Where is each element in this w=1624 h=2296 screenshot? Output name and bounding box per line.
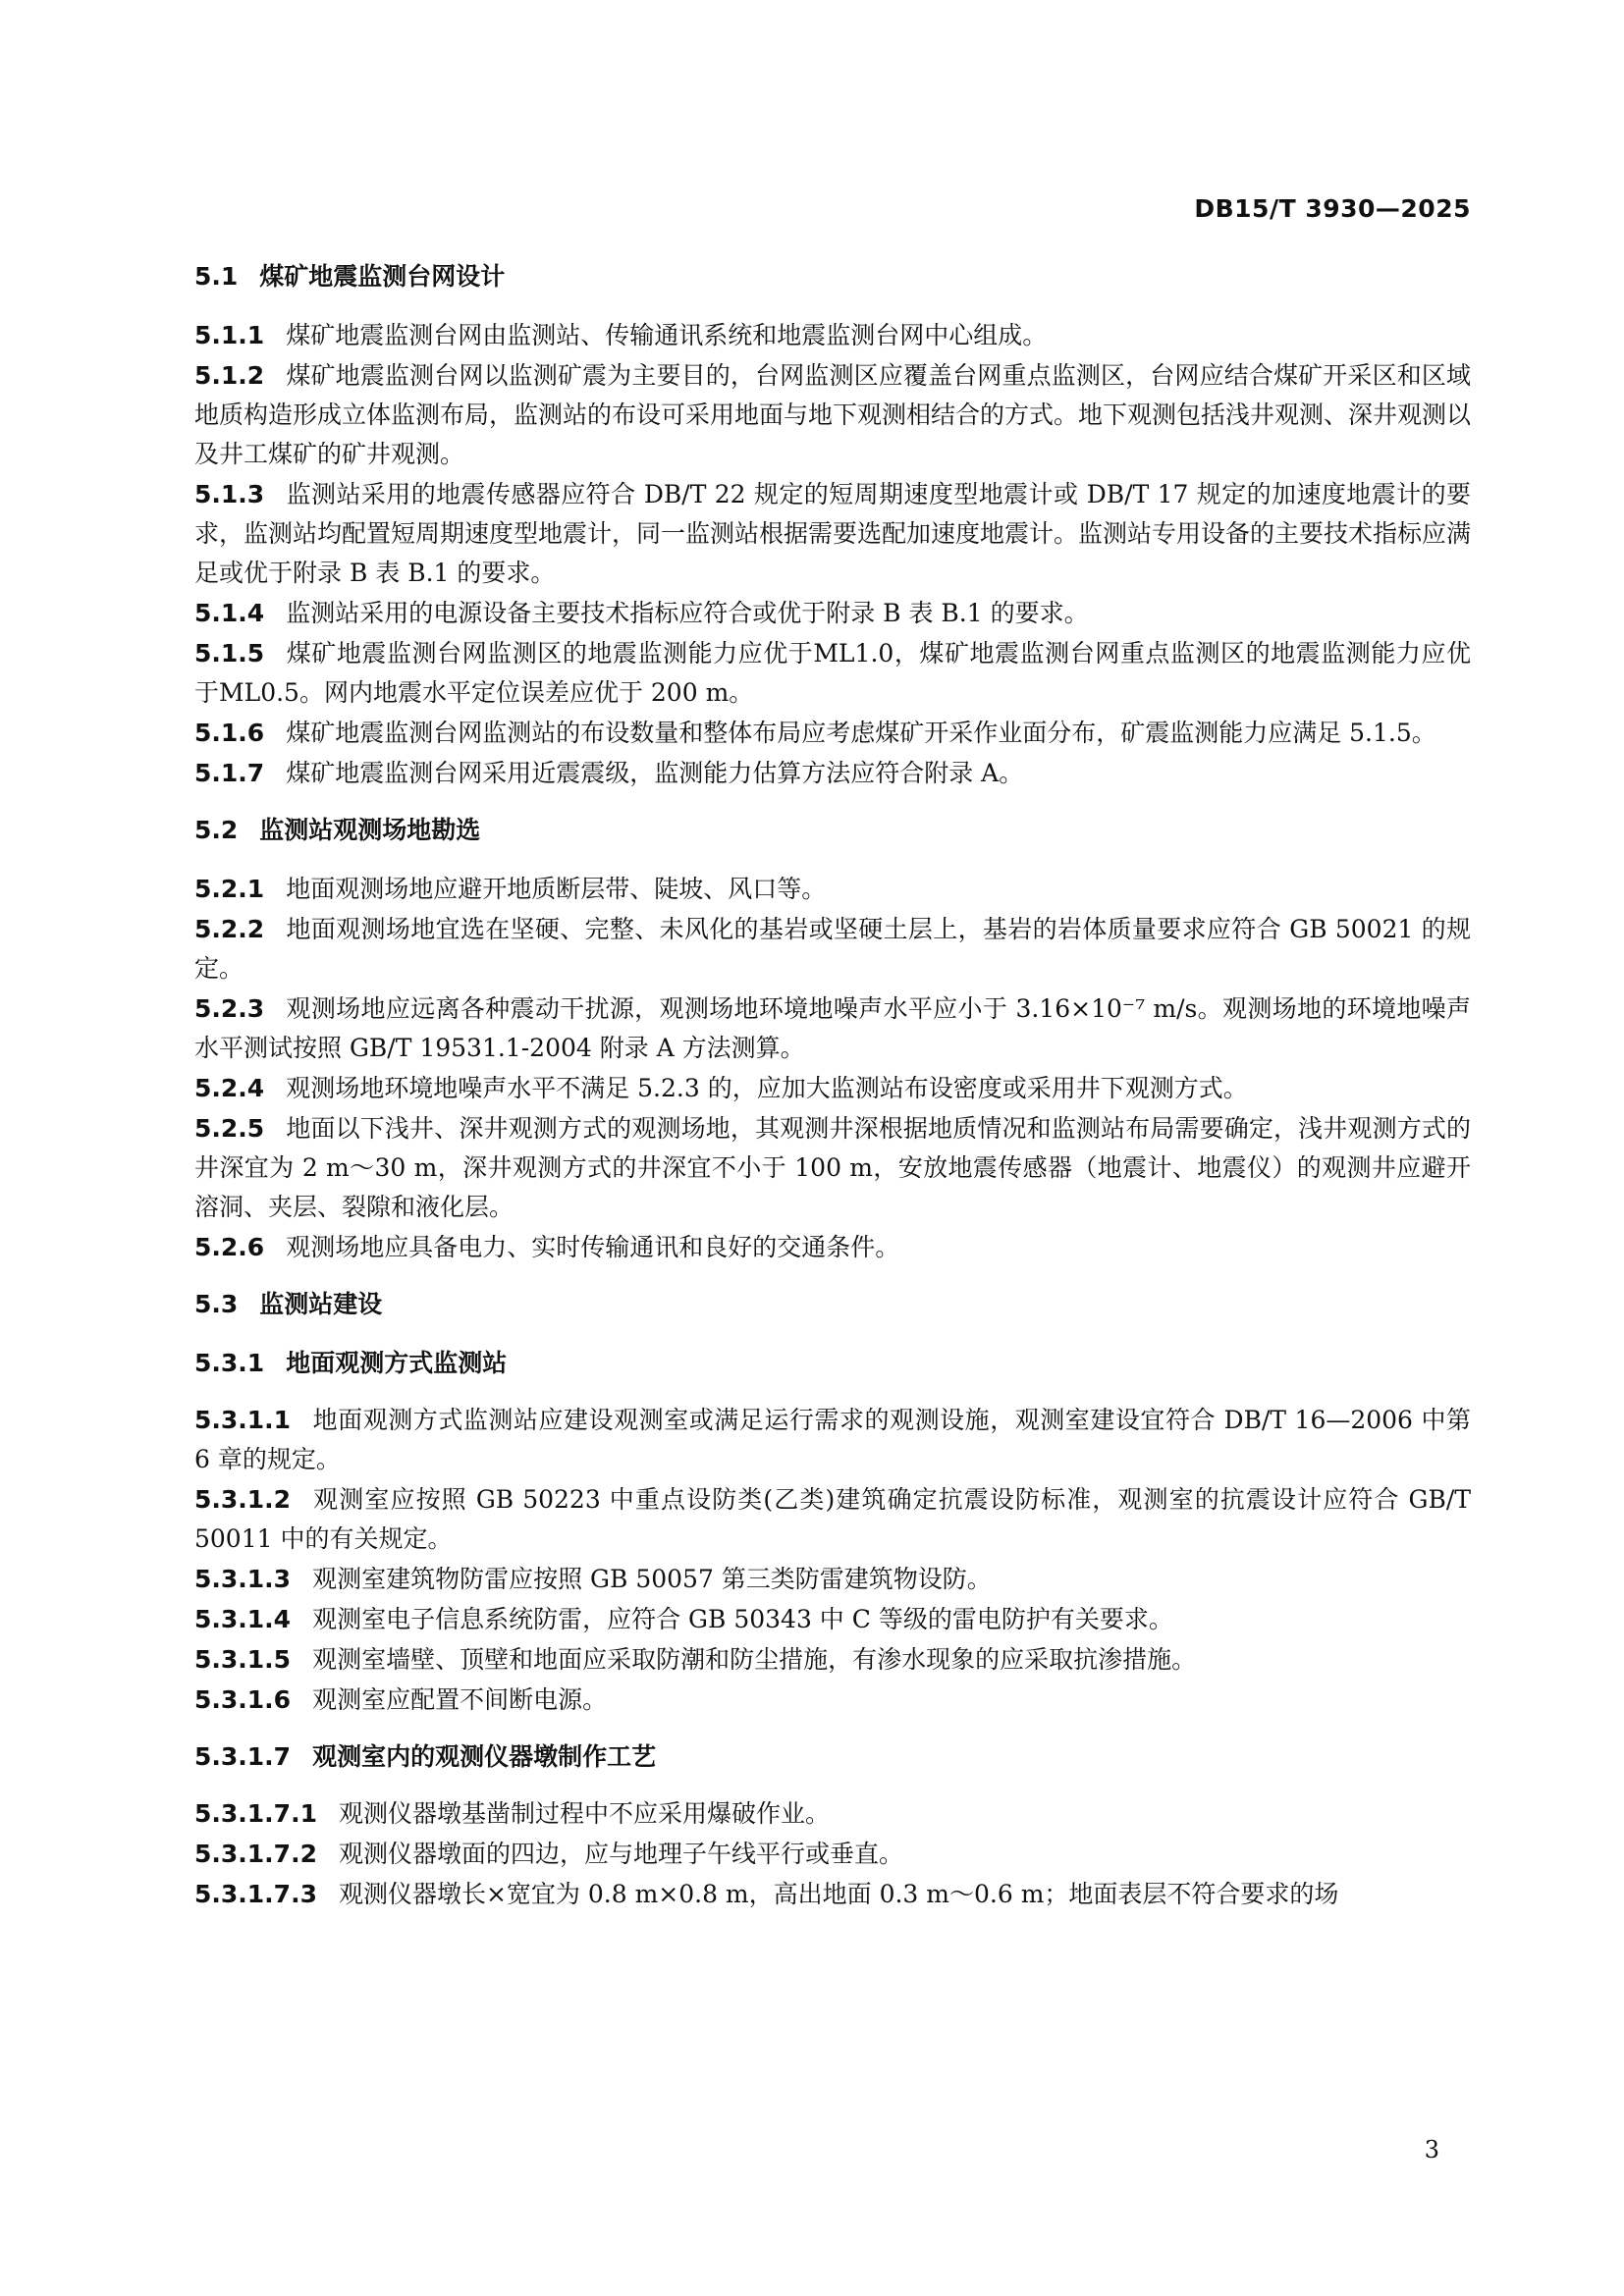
clause-number: 5.3.1.1 — [194, 1406, 292, 1434]
document-code: DB15/T 3930—2025 — [1194, 194, 1471, 223]
clause — [194, 1875, 1471, 1914]
section-heading — [194, 811, 1471, 850]
section-heading — [194, 1285, 1471, 1324]
clause-number: 5.3.1.7.1 — [194, 1799, 317, 1828]
clause-number: 5.1.4 — [194, 599, 265, 627]
clause-text: 地面观测场地应避开地质断层带、陡坡、风口等。 — [286, 875, 827, 903]
clause — [194, 1835, 1471, 1874]
clause-number: 5.1.1 — [194, 321, 265, 349]
clause — [194, 910, 1471, 988]
clause — [194, 1480, 1471, 1559]
clause-number: 5.1.2 — [194, 361, 265, 390]
clause-number: 5.3.1.5 — [194, 1645, 292, 1674]
clause-text: 煤矿地震监测台网以监测矿震为主要目的，台网监测区应覆盖台网重点监测区，台网应结合煤矿开采区和区域地质构造形成立体监测布局，监测站的布设可采用地面与地下观测相结合的方式。地下观测包括浅井观测、深井观测以及井工煤矿的矿井观测。 — [194, 361, 1472, 468]
section-title: 监测站观测场地勘选 — [259, 816, 481, 844]
clause-number: 5.2.5 — [194, 1114, 265, 1143]
subsection-heading — [194, 1344, 1471, 1383]
clause-number: 5.3.1.7.2 — [194, 1840, 317, 1868]
clause-text: 地面观测方式监测站应建设观测室或满足运行需求的观测设施，观测室建设宜符合 DB/T 16—2006 中第 6 章的规定。 — [194, 1406, 1471, 1473]
clause-text: 观测场地应具备电力、实时传输通讯和良好的交通条件。 — [286, 1233, 900, 1261]
clause-number: 5.3.1.4 — [194, 1605, 292, 1633]
subsection-heading — [194, 1737, 1471, 1777]
clause-number: 5.3.1.7.3 — [194, 1880, 317, 1908]
clause — [194, 1681, 1471, 1720]
clause — [194, 1069, 1471, 1108]
section-title: 监测站建设 — [259, 1290, 383, 1318]
clause-number: 5.2.6 — [194, 1233, 265, 1261]
clause-number: 5.1.5 — [194, 639, 265, 667]
clause — [194, 316, 1471, 355]
clause-number: 5.3.1.6 — [194, 1685, 292, 1714]
clause — [194, 1794, 1471, 1834]
clause-text: 观测室墙壁、顶壁和地面应采取防潮和防尘措施，有渗水现象的应采取抗渗措施。 — [312, 1645, 1197, 1674]
clause-number: 5.1.3 — [194, 480, 265, 508]
clause-text: 观测仪器墩面的四边，应与地理子午线平行或垂直。 — [338, 1840, 903, 1868]
clause-number: 5.3.1.2 — [194, 1485, 292, 1514]
clause-number: 5.3.1.3 — [194, 1565, 292, 1593]
section-number: 5.1 — [194, 262, 239, 291]
clause — [194, 754, 1471, 793]
clause — [194, 356, 1471, 474]
clause — [194, 870, 1471, 909]
clause-text: 观测仪器墩基凿制过程中不应采用爆破作业。 — [338, 1799, 830, 1828]
clause-text: 观测场地环境地噪声水平不满足 5.2.3 的，应加大监测站布设密度或采用井下观测方式。 — [286, 1074, 1248, 1102]
clause-number: 5.2.1 — [194, 875, 265, 903]
clause — [194, 634, 1471, 713]
clause-number: 5.2.4 — [194, 1074, 265, 1102]
clause-text: 煤矿地震监测台网采用近震震级，监测能力估算方法应符合附录 A。 — [286, 759, 1024, 787]
clause-number: 5.1.7 — [194, 759, 265, 787]
clause-text: 观测室电子信息系统防雷，应符合 GB 50343 中 C 等级的雷电防护有关要求。 — [312, 1605, 1173, 1633]
clause-number: 5.1.6 — [194, 719, 265, 747]
clause-text: 地面以下浅井、深井观测方式的观测场地，其观测井深根据地质情况和监测站布局需要确定，浅井观测方式的井深宜为 2 m～30 m，深井观测方式的井深宜不小于 100 m，安放地震传感器（地震计、地震仪）的观测井应避开溶洞、夹层、裂隙和液化层。 — [194, 1114, 1471, 1221]
clause-number: 5.2.2 — [194, 915, 265, 943]
section-heading — [194, 257, 1471, 296]
clause-text: 地面观测场地宜选在坚硬、完整、未风化的基岩或坚硬土层上，基岩的岩体质量要求应符合 GB 50021 的规定。 — [194, 915, 1471, 983]
clause — [194, 1600, 1471, 1639]
subsection-number: 5.3.1.7 — [194, 1742, 292, 1771]
clause-text: 监测站采用的地震传感器应符合 DB/T 22 规定的短周期速度型地震计或 DB/T 17 规定的加速度地震计的要求，监测站均配置短周期速度型地震计，同一监测站根据需要选配加速度地震计。监测站专用设备的主要技术指标应满足或优于附录 B 表 B.1 的要求。 — [194, 480, 1472, 587]
clause-text: 煤矿地震监测台网监测区的地震监测能力应优于ML1.0，煤矿地震监测台网重点监测区的地震监测能力应优于ML0.5。网内地震水平定位误差应优于 200 m。 — [194, 639, 1471, 707]
clause-text: 观测室应配置不间断电源。 — [312, 1685, 608, 1714]
clause-text: 观测场地应远离各种震动干扰源，观测场地环境地噪声水平应小于 3.16×10⁻⁷ m/s。观测场地的环境地噪声水平测试按照 GB/T 19531.1-2004 附录 A 方法测算。 — [194, 994, 1471, 1062]
clause — [194, 475, 1471, 593]
section-number: 5.2 — [194, 816, 239, 844]
clause — [194, 1560, 1471, 1599]
clause-text: 观测仪器墩长×宽宜为 0.8 m×0.8 m，高出地面 0.3 m～0.6 m；地面表层不符合要求的场 — [338, 1880, 1339, 1908]
clause-text: 煤矿地震监测台网由监测站、传输通讯系统和地震监测台网中心组成。 — [286, 321, 1048, 349]
clause — [194, 1401, 1471, 1479]
clause — [194, 714, 1471, 753]
section-number: 5.3 — [194, 1290, 239, 1318]
clause-text: 监测站采用的电源设备主要技术指标应符合或优于附录 B 表 B.1 的要求。 — [286, 599, 1089, 627]
clause — [194, 1228, 1471, 1267]
clause-number: 5.2.3 — [194, 994, 265, 1023]
clause-text: 观测室建筑物防雷应按照 GB 50057 第三类防雷建筑物设防。 — [312, 1565, 992, 1593]
clause — [194, 1109, 1471, 1227]
section-title: 煤矿地震监测台网设计 — [259, 262, 506, 291]
subsection-number: 5.3.1 — [194, 1349, 265, 1377]
clause — [194, 989, 1471, 1068]
clause — [194, 1640, 1471, 1680]
clause-text: 煤矿地震监测台网监测站的布设数量和整体布局应考虑煤矿开采作业面分布，矿震监测能力应满足 5.1.5。 — [286, 719, 1436, 747]
clause-text: 观测室应按照 GB 50223 中重点设防类(乙类)建筑确定抗震设防标准，观测室的抗震设计应符合 GB/T 50011 中的有关规定。 — [194, 1485, 1471, 1553]
clause — [194, 594, 1471, 633]
page-number: 3 — [1424, 2136, 1439, 2163]
subsection-title: 观测室内的观测仪器墩制作工艺 — [312, 1742, 657, 1771]
subsection-title: 地面观测方式监测站 — [286, 1349, 508, 1377]
document-body — [194, 257, 1471, 1915]
